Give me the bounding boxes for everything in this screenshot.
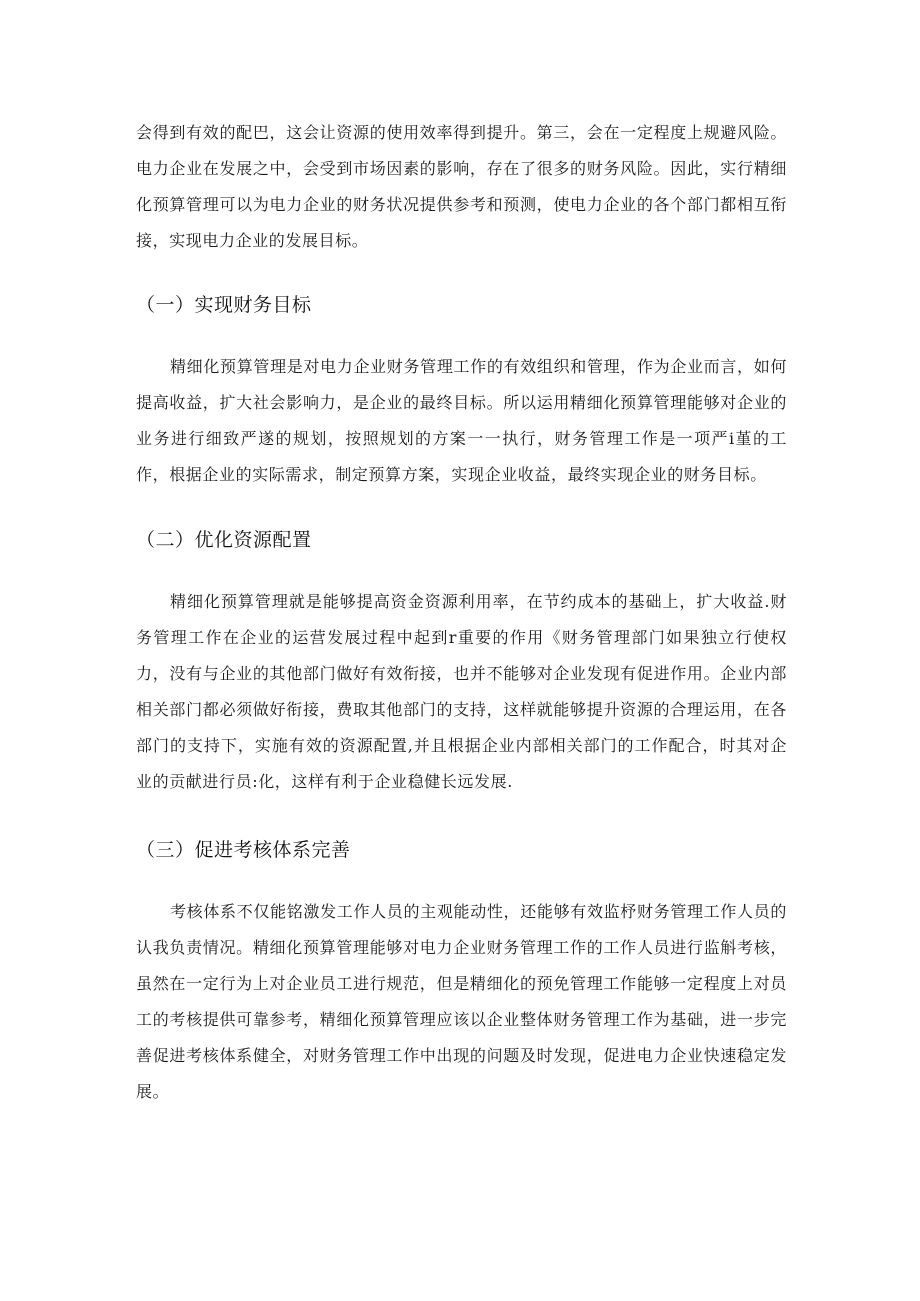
intro-paragraph: 会得到有效的配巴，这会让资源的使用效率得到提升。第三，会在一定程度上规避风险。电力企业在发展之中，会受到市场因素的影响，存在了很多的财务风险。因此，实行精细化预算管理可以为电力企业的财务状况提供参考和预测，使电力企业的各个部门都相互衔接，实现电力企业的发展目标。: [136, 123, 787, 250]
section-body-resource-allocation: 精细化预算管理就是能够提高资金资源利用率，在节约成本的基础上，扩大收益.财务管理工作在企业的运营发展过程中起到r重要的作用《财务管理部门如果独立行使权力，没有与企业的其他部门做好有效衔接，也并不能够对企业发现有促进作用。企业内部相关部门都必须做好衔接，费取其他部门的支持，这样就能够提升资源的合理运用，在各部门的支持下，实施有效的资源配置,并且根据企业内部相关部门的工作配合，时其对企业的贡献进行员:化，这样有利于企业稳健长远发展.: [136, 592, 787, 791]
section-body-assessment-system: 考核体系不仅能铭激发工作人员的主观能动性，还能够有效监杼财务管理工作人员的认我负责情况。精细化预算管理能够对电力企业财务管理工作的工作人员进行监斛考核，虽然在一定行为上对企业员工进行规范，但是精细化的预免管理工作能够一定程度上对员工的考核提供可靠参考，精细化预算管理应该以企业整体财务管理工作为基础，进一步完善促进考核体系健全，对财务管理工作中出现的问题及时发现，促进电力企业快速稳定发展。: [136, 902, 787, 1101]
section-heading-financial-goals: （一）实现财务目标: [136, 294, 312, 316]
section-heading-assessment-system: （三）促进考核体系完善: [136, 839, 351, 861]
section-heading-resource-allocation: （二）优化资源配置: [136, 529, 312, 551]
section-body-financial-goals: 精细化预算管理是对电力企业财务管理工作的有效组织和管理，作为企业而言，如何提高收益，扩大社会影响力，是企业的最终目标。所以运用精细化预算管理能够对企业的业务进行细致严遂的规划，按照规划的方案一一执行，财务管理工作是一项严i堇的工作，根据企业的实际需求，制定预算方案，实现企业收益，最终实现企业的财务目标。: [136, 357, 787, 484]
